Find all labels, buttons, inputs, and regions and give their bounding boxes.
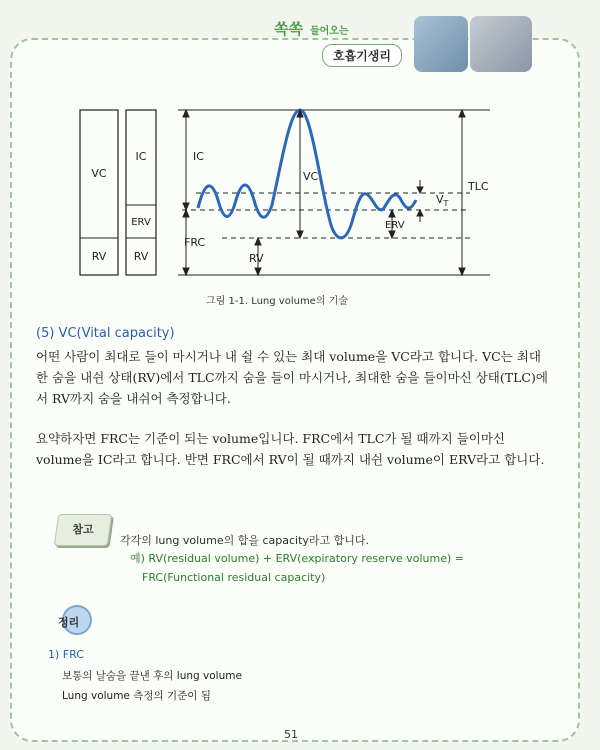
paragraph-vc: 어떤 사람이 최대로 들이 마시거나 내 쉴 수 있는 최대 volume을 VC라고 합니다. VC는 최대한 숨을 내쉰 상태(RV)에서 TLC까지 숨을 들이 마시거나, 최대한 숨을 들이마신 상태(TLC)에서 RV까지 숨을 내쉬어 측정합니다. xyxy=(36,349,548,406)
bar2-erv-label: ERV xyxy=(131,217,151,228)
reference-line-3: FRC(Functional residual capacity) xyxy=(142,571,326,584)
brand-title: 호흡기생리 xyxy=(322,44,402,67)
trace-tlc-label: TLC xyxy=(468,180,489,193)
bar1-vc-label: VC xyxy=(91,167,107,180)
summary-line-2: Lung volume 측정의 기준이 됨 xyxy=(62,690,211,702)
trace-rv-label: RV xyxy=(249,252,264,265)
reference-badge: 참고 xyxy=(54,514,112,546)
section-title: (5) VC(Vital capacity) xyxy=(36,326,175,341)
reference-line-1: 각각의 lung volume의 합을 capacity라고 합니다. xyxy=(120,534,370,547)
trace-erv-label: ERV xyxy=(385,220,405,231)
bar2-ic-label: IC xyxy=(135,150,147,163)
summary-heading: 1) FRC xyxy=(48,648,84,661)
paragraph-summary: 요약하자면 FRC는 기준이 되는 volume입니다. FRC에서 TLC가 될 때까지 들이마신 volume을 IC라고 합니다. 반면 FRC에서 RV이 될 때까지 내쉰 volume이 ERV라고 합니다. xyxy=(36,431,545,467)
bar2-rv-label: RV xyxy=(133,250,149,263)
reference-line-2: 예) RV(residual volume) + ERV(expiratory reserve volume) = xyxy=(130,552,464,565)
brand-sub: 들어오는 xyxy=(310,26,349,37)
bar1-rv-label: RV xyxy=(91,250,107,263)
brand-main: 쏙쏙 xyxy=(274,20,303,38)
trace-ic-label: IC xyxy=(193,150,204,163)
figure-caption: 그림 1-1. Lung volume의 기술 xyxy=(206,296,348,307)
summary-line-1: 보통의 날숨을 끝낸 후의 lung volume xyxy=(62,670,242,682)
trace-vt-label: $V_T$ xyxy=(436,193,449,208)
lung-volume-figure xyxy=(0,0,600,300)
trace-frc-label: FRC xyxy=(184,236,206,249)
page-number: 51 xyxy=(284,728,298,741)
trace-vc-label: VC xyxy=(303,170,319,183)
summary-badge: 정리 xyxy=(52,605,100,635)
